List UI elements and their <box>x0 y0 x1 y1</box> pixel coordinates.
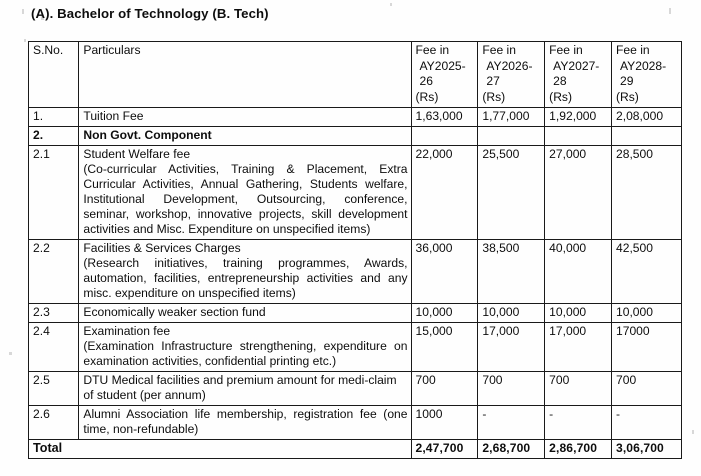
row-fee-ay2027-28: 10,000 <box>545 304 612 323</box>
row-fee-ay2028-29: 17000 <box>612 323 682 372</box>
row-title: Economically weaker section fund <box>83 305 266 319</box>
row-particulars <box>79 146 411 240</box>
row-fee-ay2028-29: - <box>612 406 682 440</box>
row-fee-ay2028-29: 700 <box>612 372 682 406</box>
row-particulars <box>79 406 411 440</box>
row-fee-ay2026-27 <box>478 127 545 146</box>
row-sno: 2.6 <box>29 406 79 440</box>
header-fee-unit: (Rs) <box>415 89 439 104</box>
row-fee-ay2027-28: 700 <box>545 372 612 406</box>
scan-speck <box>390 3 392 6</box>
row-fee-ay2028-29: 42,500 <box>612 240 682 304</box>
row-fee-ay2028-29 <box>612 127 682 146</box>
header-fee-year: AY2026-27 <box>486 58 533 88</box>
row-detail: (Co-curricular Activities, Training & Placement, Extra Curricular Activities, Annual Gathering, Students welfare, Institutional Development, Outsourcing, conference, seminar, workshop, innovative projects, skill development activities and Misc. Expenditure on unspecified items) <box>83 162 408 236</box>
row-fee-ay2027-28 <box>545 127 612 146</box>
row-particulars <box>79 127 411 146</box>
row-sno: 2.3 <box>29 304 79 323</box>
table-row <box>29 323 682 372</box>
row-fee-ay2027-28: 17,000 <box>545 323 612 372</box>
table-row <box>29 146 682 240</box>
table-row-section <box>29 127 682 146</box>
row-fee-ay2026-27: 1,77,000 <box>478 108 545 127</box>
row-title: DTU Medical facilities and premium amount for medi-claim of student (per annum) <box>83 373 397 402</box>
header-fee-label: Fee in <box>549 43 583 57</box>
row-title: Facilities & Services Charges <box>83 241 241 255</box>
row-fee-ay2026-27: 25,500 <box>478 146 545 240</box>
table-row <box>29 406 682 440</box>
total-fee-ay2026-27: 2,68,700 <box>478 440 545 459</box>
header-row <box>29 42 682 108</box>
header-fee-label: Fee in <box>482 43 516 57</box>
row-fee-ay2025-26: 1,63,000 <box>411 108 478 127</box>
row-particulars <box>79 304 411 323</box>
header-fee-label: Fee in <box>616 43 650 57</box>
row-sno: 2.5 <box>29 372 79 406</box>
header-cell-fee-ay2027-28 <box>545 42 612 108</box>
row-fee-ay2028-29: 2,08,000 <box>612 108 682 127</box>
row-fee-ay2026-27: 700 <box>478 372 545 406</box>
total-fee-ay2027-28: 2,86,700 <box>545 440 612 459</box>
row-particulars <box>79 108 411 127</box>
table-row <box>29 304 682 323</box>
row-detail: (Research initiatives, training programmes, Awards, automation, facilities, entrepreneurship activities and any misc. expenditure on unspecified items) <box>83 256 408 300</box>
row-title: Non Govt. Component <box>83 128 212 142</box>
table-row-total <box>29 440 682 459</box>
header-fee-year: AY2027-28 <box>553 58 600 88</box>
total-fee-ay2028-29: 3,06,700 <box>612 440 682 459</box>
row-fee-ay2025-26: 700 <box>411 372 478 406</box>
header-fee-label: Fee in <box>415 43 450 57</box>
scan-speck <box>9 352 12 355</box>
row-fee-ay2027-28: - <box>545 406 612 440</box>
row-detail: (Examination Infrastructure strengthening, expenditure on examination activities, confidential printing etc.) <box>83 339 408 368</box>
header-cell-fee-ay2026-27 <box>478 42 545 108</box>
row-fee-ay2026-27: 17,000 <box>478 323 545 372</box>
page-title: (A). Bachelor of Technology (B. Tech) <box>31 6 269 21</box>
row-title: Examination fee <box>83 324 171 338</box>
table-body <box>29 108 682 459</box>
row-fee-ay2026-27: 10,000 <box>478 304 545 323</box>
header-fee-unit: (Rs) <box>616 89 639 104</box>
scan-speck <box>22 9 24 14</box>
header-fee-unit: (Rs) <box>482 89 506 104</box>
scan-speck <box>669 8 671 14</box>
header-fee-year: AY2028-29 <box>620 58 667 88</box>
row-sno: 2.1 <box>29 146 79 240</box>
row-fee-ay2026-27: 38,500 <box>478 240 545 304</box>
row-particulars <box>79 323 411 372</box>
row-fee-ay2025-26 <box>411 127 478 146</box>
row-fee-ay2025-26: 15,000 <box>411 323 478 372</box>
table-row <box>29 108 682 127</box>
row-title: Student Welfare fee <box>83 147 191 161</box>
row-sno: 1. <box>29 108 79 127</box>
row-fee-ay2025-26: 36,000 <box>411 240 478 304</box>
row-title: Alumni Association life membership, registration fee (one time, non-refundable) <box>83 407 408 436</box>
row-fee-ay2028-29: 28,500 <box>612 146 682 240</box>
row-fee-ay2028-29: 10,000 <box>612 304 682 323</box>
row-sno: 2.2 <box>29 240 79 304</box>
row-sno: 2. <box>29 127 79 146</box>
row-fee-ay2027-28: 40,000 <box>545 240 612 304</box>
row-fee-ay2027-28: 27,000 <box>545 146 612 240</box>
fee-table <box>28 41 682 459</box>
row-fee-ay2025-26: 22,000 <box>411 146 478 240</box>
table-head <box>29 42 682 108</box>
scan-speck <box>24 39 26 42</box>
header-cell-fee-ay2028-29 <box>612 42 682 108</box>
header-fee-year: AY2025-26 <box>419 58 466 88</box>
table-row <box>29 372 682 406</box>
row-particulars <box>79 240 411 304</box>
row-title: Tuition Fee <box>83 109 144 123</box>
header-fee-unit: (Rs) <box>549 89 573 104</box>
row-fee-ay2025-26: 1000 <box>411 406 478 440</box>
row-fee-ay2026-27: - <box>478 406 545 440</box>
total-label: Total <box>29 440 412 459</box>
row-fee-ay2027-28: 1,92,000 <box>545 108 612 127</box>
header-cell-particulars: Particulars <box>79 42 411 108</box>
header-cell-fee-ay2025-26 <box>411 42 478 108</box>
fee-table-container <box>28 41 682 459</box>
header-cell-sno: S.No. <box>29 42 79 108</box>
total-fee-ay2025-26: 2,47,700 <box>411 440 478 459</box>
row-fee-ay2025-26: 10,000 <box>411 304 478 323</box>
table-row <box>29 240 682 304</box>
row-particulars <box>79 372 411 406</box>
row-sno: 2.4 <box>29 323 79 372</box>
scan-speck <box>692 430 694 434</box>
